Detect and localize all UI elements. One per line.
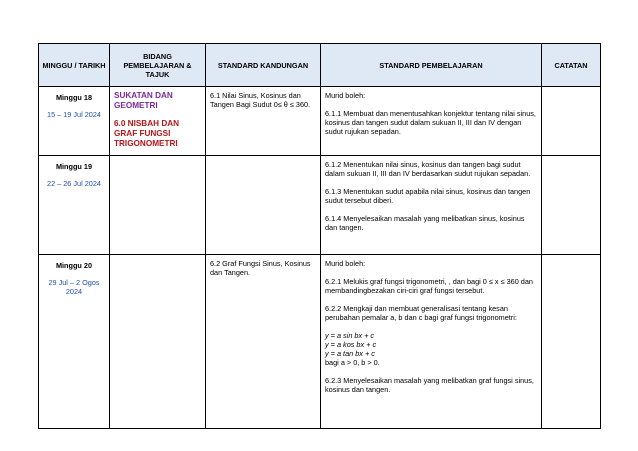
week-date: 29 Jul – 2 Ogos 2024 [48, 278, 100, 296]
pembelajaran-cell [321, 156, 542, 255]
kandungan-cell: 6.1 Nilai Sinus, Kosinus dan Tangen Bagi Sudut 0≤ θ ≤ 360. [206, 87, 321, 156]
sp-text: 6.1.2 Menentukan nilai sinus, kosinus dan tangen bagi sudut dalam sukuan II, III dan IV berdasarkan sudut rujukan sepadan. [325, 160, 531, 178]
sp-text: 6.1.4 Menyelesaikan masalah yang melibatkan sinus, kosinus dan tangen. [325, 214, 525, 232]
sp-text: Murid boleh: [325, 259, 366, 268]
week-label: Minggu 19 [55, 162, 93, 171]
header-catatan: CATATAN [542, 44, 601, 87]
pembelajaran-cell [321, 87, 542, 156]
learning-area: SUKATAN DAN GEOMETRI [114, 91, 173, 110]
week-cell [39, 156, 110, 255]
header-pembelajaran: STANDARD PEMBELAJARAN [321, 44, 542, 87]
formula-tan: y = a tan bx + c [325, 349, 375, 358]
week-cell [39, 87, 110, 156]
formula-sin: y = a sin bx + c [325, 331, 375, 340]
table-row [39, 156, 601, 255]
week-date: 15 – 19 Jul 2024 [47, 110, 101, 119]
formula-condition: bagi a > 0, b > 0. [325, 358, 380, 367]
week-label: Minggu 20 [55, 261, 93, 270]
header-kandungan: STANDARD KANDUNGAN [206, 44, 321, 87]
bidang-cell [110, 87, 206, 156]
table-row [39, 87, 601, 156]
sp-text: 6.1.1 Membuat dan menentusahkan konjektur tentang nilai sinus, kosinus dan tangen sudut dalam sukuan II, III dan IV dengan sudut rujukan sepadan. [325, 109, 536, 136]
bidang-cell [110, 255, 206, 429]
sp-text: 6.2.2 Mengkaji dan membuat generalisasi tentang kesan perubahan pemalar a, b dan c bagi graf fungsi trigonometri: [325, 304, 517, 322]
lesson-plan-table [38, 43, 601, 429]
sp-text: 6.1.3 Menentukan sudut apabila nilai sinus, kosinus dan tangen sudut tersebut diberi. [325, 187, 531, 205]
header-minggu: MINGGU / TARIKH [39, 44, 110, 87]
kandungan-cell: 6.2 Graf Fungsi Sinus, Kosinus dan Tangen. [206, 255, 321, 429]
catatan-cell [542, 255, 601, 429]
table-row [39, 255, 601, 429]
sp-text: 6.2.1 Melukis graf fungsi trigonometri, , dan bagi 0 ≤ x ≤ 360 dan membandingbezakan ciri-ciri graf fungsi tersebut. [325, 277, 533, 295]
pembelajaran-cell [321, 255, 542, 429]
bidang-cell [110, 156, 206, 255]
catatan-cell [542, 87, 601, 156]
formula-kos: y = a kos bx + c [325, 340, 377, 349]
sp-text: Murid boleh: [325, 91, 366, 100]
catatan-cell [542, 156, 601, 255]
week-date: 22 – 26 Jul 2024 [47, 179, 101, 188]
week-label: Minggu 18 [55, 93, 93, 102]
kandungan-cell [206, 156, 321, 255]
topic-title: 6.0 NISBAH DAN GRAF FUNGSI TRIGONOMETRI [114, 119, 180, 148]
week-cell [39, 255, 110, 429]
header-row [39, 44, 601, 87]
header-bidang: BIDANG PEMBELAJARAN & TAJUK [110, 44, 206, 87]
sp-text: 6.2.3 Menyelesaikan masalah yang melibatkan graf fungsi sinus, kosinus dan tangen. [325, 376, 534, 394]
formula-block [325, 331, 537, 367]
